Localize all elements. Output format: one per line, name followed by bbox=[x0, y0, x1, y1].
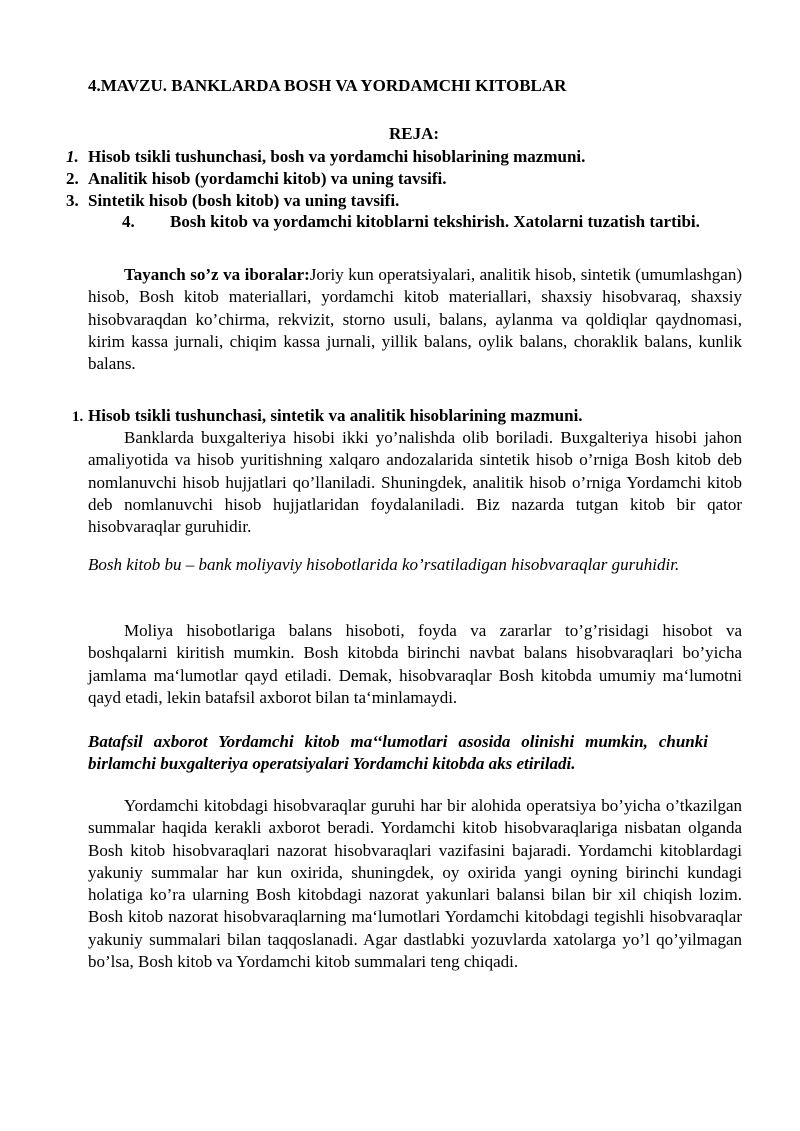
keywords-label: Tayanch so’z va iboralar: bbox=[124, 265, 310, 284]
plan-item-number: 1. bbox=[66, 147, 79, 166]
section-heading bbox=[72, 405, 583, 428]
definition-paragraph: Bosh kitob bu – bank moliyaviy hisobotlarida ko’rsatiladigan hisobvaraqlar guruhidir. bbox=[88, 555, 680, 574]
body-paragraph: Moliya hisobotlariga balans hisoboti, foyda va zararlar to’g’risidagi hisobot va boshqalarni kiritish mumkin. Bosh kitobda birinchi navbat balans hisobvaraqlari bo’yicha jamlama ma‘lumotlar qayd etiladi. Demak, hisobvaraqlar Bosh kitobda umumiy ma‘lumotni qayd etadi, lekin batafsil axborot bilan ta‘minlamaydi. bbox=[88, 621, 742, 707]
plan-item-number: 3. bbox=[66, 191, 79, 210]
plan-item-number: 4. bbox=[122, 212, 135, 231]
plan-item-text: Analitik hisob (yordamchi kitob) va uning tavsifi. bbox=[88, 169, 447, 188]
plan-item-text: Sintetik hisob (bosh kitob) va uning tavsifi. bbox=[88, 191, 400, 210]
body-paragraph: Banklarda buxgalteriya hisobi ikki yo’nalishda olib boriladi. Buxgalteriya hisobi jahon amaliyotida va hisob yuritishning xalqaro andozalarida sintetik hisob o’rniga Bosh kitob deb nomlanuvchi hisob hujjatlari qo’llaniladi. Shuningdek, analitik hisob o’rniga Yordamchi kitob deb nomlanuvchi hisob hujjatlaridan foydalaniladi. Biz nazarda tutgan kitob bir qator hisobvaraqlar guruhidir. bbox=[88, 428, 742, 537]
section-heading-text: Hisob tsikli tushunchasi, sintetik va analitik hisoblarining mazmuni. bbox=[88, 406, 583, 425]
plan-item-number: 2. bbox=[66, 169, 79, 188]
plan-item-3 bbox=[66, 190, 399, 212]
keywords-text: Joriy kun operatsiyalari, analitik hisob, sintetik (umumlashgan) hisob, Bosh kitob materiallari, yordamchi kitob materiallari, shaxsiy hisobvaraq, shaxsiy hisobvaraqdan ko’chirma, rekvizit, storno usuli, balans, aylanma va qoldiqlar qaydnomasi, kirim kassa jurnali, chiqim kassa jurnali, yillik balans, oylik balans, choraklik balans, kunlik balans. bbox=[88, 265, 742, 374]
definition-paragraph: Batafsil axborot Yordamchi kitob ma‘‘lumotlari asosida olinishi mumkin, chunki birlamchi buxgalteriya operatsiyalari Yordamchi kitobda aks etiriladi. bbox=[88, 732, 708, 774]
plan-heading: REJA: bbox=[388, 124, 440, 143]
plan-item-2 bbox=[66, 168, 447, 190]
plan-item-4 bbox=[88, 211, 706, 233]
section-number: 1. bbox=[72, 409, 84, 425]
body-paragraph: Yordamchi kitobdagi hisobvaraqlar guruhi har bir alohida operatsiya bo’yicha o’tkazilgan summalar haqida kerakli axborot beradi. Yordamchi kitob hisobvaraqlariga nisbatan olganda Bosh kitob hisobvaraqlari nazorat hisobvaraqlari vazifasini bajaradi. Yordamchi kitoblardagi yakuniy summalar har kun oxirida, shuningdek, oy oxirida yangi oyning birinchi kundagi holatiga ko’ra ularning Bosh kitobdagi nazorat yakunlari balansi bilan bir xil chiqish lozim. Bosh kitob nazorat hisobvaraqlarning ma‘lumotlari Yordamchi kitobdagi tegishli hisobvaraqlar yakuniy summalari bilan taqqoslanadi. Agar dastlabki yozuvlarda xatolarga yo’l qo’yilmagan bo’lsa, Bosh kitob va Yordamchi kitob summalari teng chiqadi. bbox=[88, 796, 742, 972]
plan-item-text: Hisob tsikli tushunchasi, bosh va yordamchi hisoblarining mazmuni. bbox=[88, 147, 586, 166]
plan-item-1 bbox=[66, 146, 585, 168]
plan-item-text: Bosh kitob va yordamchi kitoblarni tekshirish. Xatolarni tuzatish tartibi. bbox=[170, 212, 700, 231]
document-title: 4.MAVZU. BANKLARDA BOSH VA YORDAMCHI KITOBLAR bbox=[88, 76, 567, 95]
keywords-paragraph bbox=[88, 264, 742, 375]
